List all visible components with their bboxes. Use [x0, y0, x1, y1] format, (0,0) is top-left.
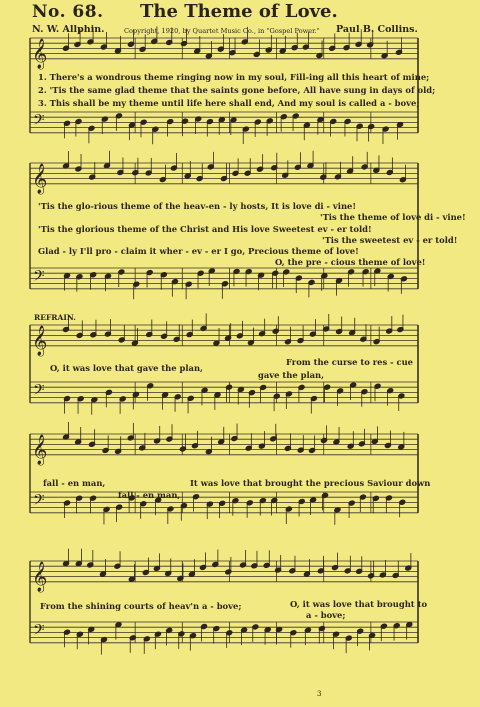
page-number: 3 [317, 690, 322, 698]
bass-clef-icon: 𝄢 [33, 267, 45, 289]
composer-credit: Paul B. Collins. [336, 24, 418, 35]
verse-1-line: 1. There's a wondrous theme ringing now in my soul, Fill-ing all this heart of mine; [38, 72, 430, 82]
verse-2-line: 2. 'Tis the same glad theme that the saints gone before, All have sung in days of old; [38, 85, 436, 95]
treble-clef-icon: 𝄞 [32, 325, 48, 356]
refrain-lyric-2: gave the plan, [258, 370, 325, 380]
system5-lyric-1a: From the shining courts of heav'n a - bove; [40, 601, 242, 611]
system4-lyric-1a: fall - en man, [43, 478, 106, 488]
hymn-title: The Theme of Love. [140, 1, 338, 22]
system4-lyric-2: fall - en man, [118, 490, 181, 500]
treble-clef-icon: 𝄞 [32, 434, 48, 465]
system2-lyric-3b: O, the pre - cious theme of love! [275, 257, 426, 267]
system2-lyric-2: 'Tis the glorious theme of the Christ and His love Sweetest ev - er told! [38, 224, 372, 234]
bass-clef-icon: 𝄢 [33, 381, 45, 403]
verse-3-line: 3. This shall be my theme until life here shall end, And my soul is called a - bove; [38, 98, 420, 108]
system2-lyric-2b: 'Tis the sweetest ev - er told! [322, 235, 458, 245]
treble-clef-icon: 𝄞 [32, 163, 48, 194]
bass-clef-icon: 𝄢 [33, 111, 45, 133]
refrain-lyric-1: O, it was love that gave the plan, [50, 363, 203, 373]
copyright-notice: Copyright, 1920, by Quartet Music Co., in "Gospel Power." [124, 27, 320, 35]
hymn-number: No. 68. [32, 2, 104, 22]
lyricist-credit: N. W. Allphin. [32, 24, 105, 35]
bass-clef-icon: 𝄢 [33, 621, 45, 643]
treble-clef-icon: 𝄞 [32, 38, 48, 69]
treble-clef-icon: 𝄞 [32, 561, 48, 592]
bass-clef-icon: 𝄢 [33, 491, 45, 513]
system5-lyric-1b: O, it was love that brought to [290, 599, 428, 609]
refrain-lyric-1b: From the curse to res - cue [286, 357, 413, 367]
system2-lyric-1b: 'Tis the theme of love di - vine! [320, 212, 466, 222]
system5-lyric-2: a - bove; [306, 610, 346, 620]
refrain-label: REFRAIN. [34, 313, 76, 322]
system2-lyric-3: Glad - ly I'll pro - claim it wher - ev - er I go, Precious theme of love! [38, 246, 359, 256]
system4-lyric-1b: It was love that brought the precious Saviour down [190, 478, 431, 488]
system2-lyric-1: 'Tis the glo-rious theme of the heav-en - ly hosts, It is love di - vine! [38, 201, 357, 211]
